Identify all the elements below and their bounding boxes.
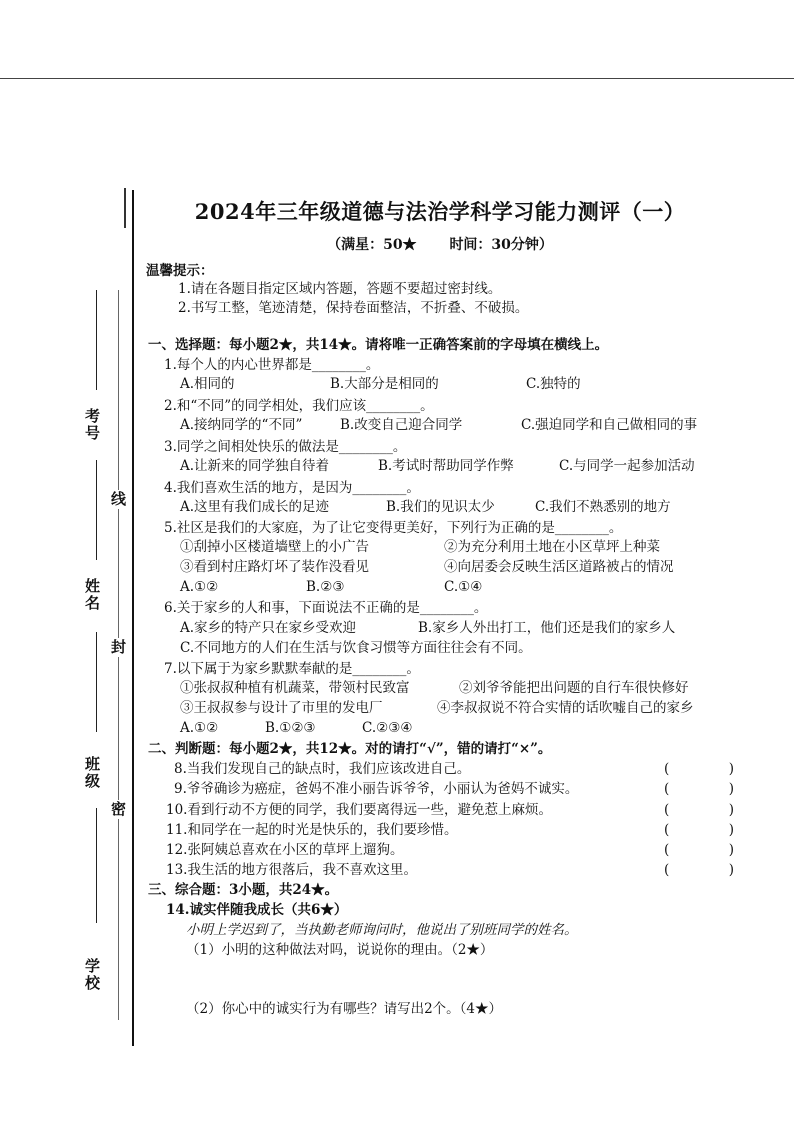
q5-statement-1: ①刮掉小区楼道墙壁上的小广告 bbox=[180, 539, 369, 555]
q1-option-a: A.相同的 bbox=[180, 376, 235, 392]
q14-sub1: （1）小明的这种做法对吗，说说你的理由。（2★） bbox=[186, 942, 494, 958]
q5-statement-4: ④向居委会反映生活区道路被占的情况 bbox=[444, 559, 674, 575]
judge-item-13: 13.我生活的地方很落后，我不喜欢这里。 bbox=[166, 862, 417, 878]
q5-option-c: C.①④ bbox=[444, 579, 483, 595]
q3-option-c: C.与同学一起参加活动 bbox=[559, 458, 695, 474]
student-id-label: 考号 bbox=[83, 408, 101, 442]
section2-heading: 二、判断题：每小题2★，共12★。对的请打“√”，错的请打“×”。 bbox=[148, 741, 552, 757]
judge-item-12: 12.张阿姨总喜欢在小区的草坪上遛狗。 bbox=[166, 842, 404, 858]
tips-heading: 温馨提示： bbox=[146, 263, 214, 279]
page-title: 2024年三年级道德与法治学科学习能力测评（一） bbox=[194, 199, 686, 224]
q7-statement-2: ②刘爷爷能把出问题的自行车很快修好 bbox=[459, 680, 689, 696]
school-label: 学校 bbox=[83, 958, 101, 992]
q1-option-c: C.独特的 bbox=[526, 376, 581, 392]
q5-stem: 5.社区是我们的大家庭，为了让它变得更美好，下列行为正确的是________。 bbox=[164, 520, 623, 536]
judge-item-9: 9.爷爷确诊为癌症，爸妈不准小丽告诉爷爷，小丽认为爸妈不诚实。 bbox=[174, 781, 579, 797]
seal-char-seal: 封 bbox=[111, 638, 127, 656]
name-line bbox=[96, 460, 97, 560]
judge-item-10: 10.看到行动不方便的同学，我们要离得远一些，避免惹上麻烦。 bbox=[166, 802, 552, 818]
q5-statement-3: ③看到村庄路灯坏了装作没看见 bbox=[180, 559, 369, 575]
name-label: 姓名 bbox=[83, 578, 101, 612]
q6-stem: 6.关于家乡的人和事，下面说法不正确的是________。 bbox=[164, 600, 488, 616]
exam-meta bbox=[140, 234, 740, 254]
answer-paren[interactable]: ( ) bbox=[664, 761, 734, 777]
answer-paren[interactable]: ( ) bbox=[664, 802, 734, 818]
q7-statement-1: ①张叔叔种植有机蔬菜，带领村民致富 bbox=[180, 680, 410, 696]
answer-paren[interactable]: ( ) bbox=[664, 862, 734, 878]
q4-option-c: C.我们不熟悉别的地方 bbox=[535, 499, 671, 515]
q4-option-b: B.我们的见识太少 bbox=[386, 499, 495, 515]
tip-item: 2.书写工整，笔迹清楚，保持卷面整洁，不折叠、不破损。 bbox=[178, 300, 529, 316]
q3-stem: 3.同学之间相处快乐的做法是________。 bbox=[164, 439, 407, 455]
q2-stem: 2.和“不同”的同学相处，我们应该________。 bbox=[164, 398, 434, 414]
answer-paren[interactable]: ( ) bbox=[664, 842, 734, 858]
q4-option-a: A.这里有我们成长的足迹 bbox=[180, 499, 330, 515]
q14-sub2: （2）你心中的诚实行为有哪些？请写出2个。（4★） bbox=[186, 1001, 503, 1017]
class-line bbox=[96, 632, 97, 732]
class-label: 班级 bbox=[83, 756, 101, 790]
answer-paren[interactable]: ( ) bbox=[664, 781, 734, 797]
full-score: （满星：50★ bbox=[327, 237, 417, 253]
section1-heading: 一、选择题：每小题2★，共14★。请将唯一正确答案前的字母填在横线上。 bbox=[148, 337, 609, 353]
judge-item-11: 11.和同学在一起的时光是快乐的，我们要珍惜。 bbox=[166, 822, 458, 838]
binding-rule-mark bbox=[124, 188, 126, 228]
student-id-line bbox=[96, 290, 97, 390]
q6-option-b: B.家乡人外出打工，他们还是我们的家乡人 bbox=[418, 620, 676, 636]
q6-option-c: C.不同地方的人们在生活与饮食习惯等方面往往会有不同。 bbox=[180, 640, 532, 656]
answer-paren[interactable]: ( ) bbox=[664, 822, 734, 838]
q4-stem: 4.我们喜欢生活的地方，是因为________。 bbox=[164, 480, 420, 496]
q6-option-a: A.家乡的特产只在家乡受欢迎 bbox=[180, 620, 357, 636]
judge-item-8: 8.当我们发现自己的缺点时，我们应该改进自己。 bbox=[174, 761, 471, 777]
q7-stem: 7.以下属于为家乡默默奉献的是________。 bbox=[164, 661, 420, 677]
binding-rule bbox=[132, 190, 134, 1046]
tip-item: 1.请在各题目指定区域内答题，答题不要超过密封线。 bbox=[178, 281, 502, 297]
q7-option-a: A.①② bbox=[180, 720, 219, 736]
page-top-border bbox=[0, 78, 794, 79]
q2-option-c: C.强迫同学和自己做相同的事 bbox=[521, 417, 698, 433]
school-line bbox=[96, 808, 97, 923]
time-limit: 时间：30分钟） bbox=[449, 237, 553, 253]
q3-option-b: B.考试时帮助同学作弊 bbox=[378, 458, 514, 474]
q3-option-a: A.让新来的同学独自待着 bbox=[180, 458, 330, 474]
q2-option-a: A.接纳同学的“不同” bbox=[180, 417, 303, 433]
q2-option-b: B.改变自己迎合同学 bbox=[340, 417, 463, 433]
q1-stem: 1.每个人的内心世界都是________。 bbox=[164, 357, 380, 373]
q7-option-b: B.①②③ bbox=[265, 720, 316, 736]
section3-heading: 三、综合题：3小题，共24★。 bbox=[148, 882, 339, 898]
q7-statement-3: ③王叔叔参与设计了市里的发电厂 bbox=[180, 700, 383, 716]
q14-story: 小明上学迟到了，当执勤老师询问时，他说出了别班同学的姓名。 bbox=[186, 922, 578, 938]
q14-title: 14.诚实伴随我成长（共6★） bbox=[166, 902, 348, 918]
seal-char-line: 线 bbox=[111, 490, 127, 508]
q5-statement-2: ②为充分利用土地在小区草坪上种菜 bbox=[444, 539, 660, 555]
q5-option-a: A.①② bbox=[180, 579, 219, 595]
q1-option-b: B.大部分是相同的 bbox=[330, 376, 439, 392]
q7-option-c: C.②③④ bbox=[362, 720, 413, 736]
q5-option-b: B.②③ bbox=[306, 579, 345, 595]
seal-char-secret: 密 bbox=[111, 800, 127, 818]
q7-statement-4: ④李叔叔说不符合实情的话吹嘘自己的家乡 bbox=[437, 700, 694, 716]
